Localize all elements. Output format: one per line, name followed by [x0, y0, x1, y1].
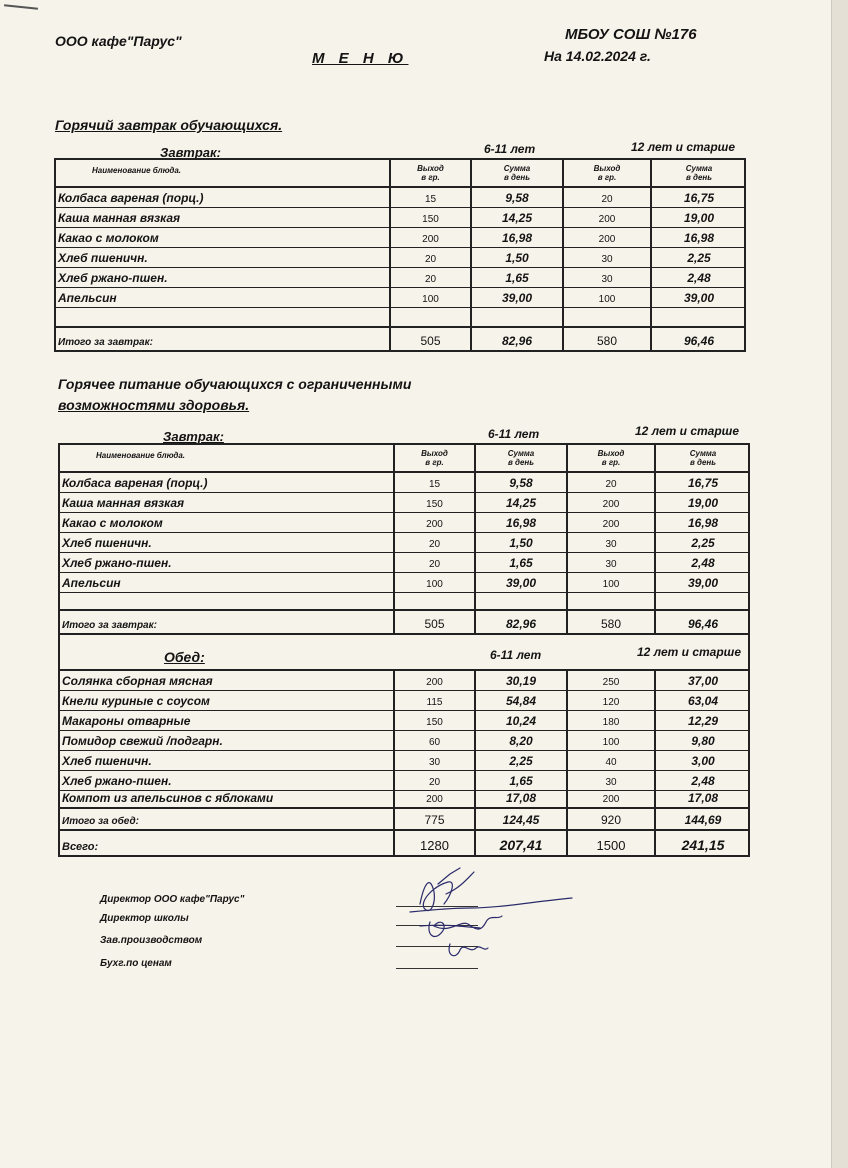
price-young: 1,65: [474, 771, 566, 790]
table-row: [60, 553, 748, 573]
table-row: [60, 791, 748, 809]
price-older: 3,00: [654, 751, 750, 770]
price-young: 1,50: [474, 533, 566, 552]
page-edge: [831, 0, 848, 1168]
total-row: [56, 328, 744, 350]
price-older: 2,48: [650, 268, 746, 287]
total-portion-older: 580: [566, 611, 654, 633]
portion-older: 180: [566, 711, 654, 730]
table-header-row: [60, 445, 748, 473]
price-older: 9,80: [654, 731, 750, 750]
col-header-sum: Сумма в день: [470, 160, 562, 186]
price-young: 30,19: [474, 671, 566, 690]
table-row: [60, 711, 748, 731]
price-young: 39,00: [474, 573, 566, 592]
col-header-portion: Выход в гр.: [566, 445, 654, 471]
portion-older: 100: [566, 573, 654, 592]
price-young: 10,24: [474, 711, 566, 730]
price-young: 17,08: [474, 791, 566, 807]
price-young: 8,20: [474, 731, 566, 750]
total-portion-young: 775: [393, 809, 474, 829]
price-young: 9,58: [470, 188, 562, 207]
col-header-portion: Выход в гр.: [562, 160, 650, 186]
price-young: 2,25: [474, 751, 566, 770]
age-group-young: 6-11 лет: [484, 142, 536, 156]
dish-name: Хлеб ржано-пшен.: [62, 774, 172, 788]
table-row: [60, 751, 748, 771]
col-header-sum: Сумма в день: [654, 445, 750, 471]
portion-older: 30: [562, 268, 650, 287]
price-young: 54,84: [474, 691, 566, 710]
dish-name: Хлеб ржано-пшен.: [58, 271, 168, 285]
portion-young: 20: [393, 553, 474, 572]
grand-total-price-young: 207,41: [474, 831, 566, 855]
portion-older: 20: [566, 473, 654, 492]
dish-name: Колбаса вареная (порц.): [58, 191, 204, 205]
total-label: Итого за обед:: [62, 816, 139, 827]
col-header-sum: Сумма в день: [650, 160, 746, 186]
portion-older: 100: [562, 288, 650, 307]
breakfast-table: [54, 158, 746, 352]
portion-young: 15: [389, 188, 470, 207]
portion-older: 200: [566, 493, 654, 512]
table-row: [60, 493, 748, 513]
company-name: ООО кафе"Парус": [55, 33, 182, 49]
grand-total-row: [60, 831, 748, 855]
table-row: [56, 288, 744, 308]
price-older: 39,00: [650, 288, 746, 307]
price-young: 1,65: [474, 553, 566, 572]
table-row: [60, 513, 748, 533]
price-young: 14,25: [474, 493, 566, 512]
col-header-sum: Сумма в день: [474, 445, 566, 471]
meal-label-lunch: Обед:: [164, 649, 205, 665]
price-older: 2,25: [650, 248, 746, 267]
portion-young: 150: [393, 711, 474, 730]
price-older: 37,00: [654, 671, 750, 690]
school-name: МБОУ СОШ №176: [565, 26, 697, 43]
grand-total-label: Всего:: [62, 841, 99, 853]
grand-total-price-older: 241,15: [654, 831, 750, 855]
age-group-older: 12 лет и старше: [637, 645, 742, 659]
portion-young: 15: [393, 473, 474, 492]
price-young: 16,98: [470, 228, 562, 247]
total-price-older: 96,46: [650, 328, 746, 350]
portion-older: 120: [566, 691, 654, 710]
table-row: [60, 771, 748, 791]
price-older: 16,75: [654, 473, 750, 492]
portion-older: 250: [566, 671, 654, 690]
age-group-older: 12 лет и старше: [631, 140, 736, 154]
dish-name: Хлеб пшеничн.: [58, 251, 148, 265]
price-older: 2,48: [654, 771, 750, 790]
total-price-older: 96,46: [654, 611, 750, 633]
table-row: [60, 671, 748, 691]
portion-young: 20: [389, 248, 470, 267]
meal-label: Завтрак:: [163, 429, 224, 444]
portion-older: 200: [566, 513, 654, 532]
total-portion-older: 580: [562, 328, 650, 350]
grand-total-portion-older: 1500: [566, 831, 654, 855]
table-row: [60, 573, 748, 593]
signature-label-school-director: Директор школы: [100, 913, 189, 924]
total-price-young: 82,96: [470, 328, 562, 350]
meal-label: Завтрак:: [160, 145, 221, 160]
portion-older: 30: [566, 533, 654, 552]
portion-young: 200: [389, 228, 470, 247]
portion-older: 40: [566, 751, 654, 770]
portion-young: 100: [393, 573, 474, 592]
table-row: [60, 533, 748, 553]
price-older: 16,98: [650, 228, 746, 247]
section-title-special-needs: Горячее питание обучающихся с ограниченными возможностями здоровья.: [58, 376, 412, 413]
table-row: [60, 691, 748, 711]
total-portion-young: 505: [389, 328, 470, 350]
dish-name: Каша манная вязкая: [58, 211, 181, 225]
dish-name: Кнели куриные с соусом: [62, 694, 210, 708]
portion-older: 30: [562, 248, 650, 267]
age-group-older: 12 лет и старше: [635, 424, 740, 438]
section-title-breakfast: Горячий завтрак обучающихся.: [55, 117, 283, 133]
dish-name: Хлеб пшеничн.: [62, 536, 152, 550]
table-row: [56, 268, 744, 288]
portion-older: 30: [566, 553, 654, 572]
handwritten-signatures: [390, 864, 580, 974]
portion-young: 200: [393, 513, 474, 532]
price-young: 39,00: [470, 288, 562, 307]
portion-young: 200: [393, 791, 474, 807]
portion-young: 200: [393, 671, 474, 690]
table-row: [60, 473, 748, 493]
price-older: 19,00: [654, 493, 750, 512]
lunch-total-row: [60, 809, 748, 831]
total-label: Итого за завтрак:: [62, 620, 158, 631]
col-header-portion: Выход в гр.: [393, 445, 474, 471]
dish-name: Какао с молоком: [62, 516, 163, 530]
price-older: 17,08: [654, 791, 750, 807]
dish-name: Макароны отварные: [62, 714, 191, 728]
portion-young: 30: [393, 751, 474, 770]
grand-total-portion-young: 1280: [393, 831, 474, 855]
table-row: [56, 208, 744, 228]
signature-label-accountant: Бухг.по ценам: [100, 958, 172, 969]
total-label: Итого за завтрак:: [58, 337, 154, 348]
portion-young: 115: [393, 691, 474, 710]
dish-name: Помидор свежий /подгарн.: [62, 734, 223, 748]
price-older: 2,25: [654, 533, 750, 552]
portion-older: 30: [566, 771, 654, 790]
dish-name: Солянка сборная мясная: [62, 674, 213, 688]
portion-older: 200: [562, 228, 650, 247]
table-row: [56, 188, 744, 208]
empty-row: [60, 593, 748, 611]
dish-name: Хлеб ржано-пшен.: [62, 556, 172, 570]
portion-young: 150: [389, 208, 470, 227]
price-older: 12,29: [654, 711, 750, 730]
price-young: 14,25: [470, 208, 562, 227]
col-header-dish: Наименование блюда.: [96, 451, 186, 460]
table-header-row: [56, 160, 744, 188]
dish-name: Апельсин: [58, 291, 117, 305]
portion-older: 200: [566, 791, 654, 807]
signature-label-cafe-director: Директор ООО кафе"Парус": [100, 894, 245, 905]
empty-row: [56, 308, 744, 328]
total-row: [60, 611, 748, 635]
table-row: [56, 228, 744, 248]
price-young: 1,65: [470, 268, 562, 287]
total-price-young: 124,45: [474, 809, 566, 829]
portion-young: 20: [393, 771, 474, 790]
price-older: 39,00: [654, 573, 750, 592]
dish-name: Апельсин: [62, 576, 121, 590]
scan-mark: [4, 4, 38, 10]
price-older: 63,04: [654, 691, 750, 710]
price-young: 9,58: [474, 473, 566, 492]
age-group-young: 6-11 лет: [490, 648, 542, 662]
total-portion-young: 505: [393, 611, 474, 633]
page-title: М Е Н Ю: [312, 50, 409, 67]
dish-name: Колбаса вареная (порц.): [62, 476, 208, 490]
dish-name: Каша манная вязкая: [62, 496, 185, 510]
portion-young: 20: [393, 533, 474, 552]
signature-label-production-manager: Зав.производством: [100, 935, 203, 946]
dish-name: Хлеб пшеничн.: [62, 754, 152, 768]
portion-older: 20: [562, 188, 650, 207]
total-price-young: 82,96: [474, 611, 566, 633]
price-older: 16,75: [650, 188, 746, 207]
dish-name: Компот из апельсинов с яблоками: [62, 791, 274, 805]
portion-young: 60: [393, 731, 474, 750]
price-young: 1,50: [470, 248, 562, 267]
age-group-young: 6-11 лет: [488, 427, 540, 441]
price-older: 16,98: [654, 513, 750, 532]
price-older: 2,48: [654, 553, 750, 572]
menu-date: На 14.02.2024 г.: [544, 48, 651, 64]
portion-older: 100: [566, 731, 654, 750]
price-older: 19,00: [650, 208, 746, 227]
table-row: [60, 731, 748, 751]
portion-young: 150: [393, 493, 474, 512]
total-portion-older: 920: [566, 809, 654, 829]
col-header-portion: Выход в гр.: [389, 160, 470, 186]
table-row: [56, 248, 744, 268]
portion-young: 100: [389, 288, 470, 307]
portion-older: 200: [562, 208, 650, 227]
portion-young: 20: [389, 268, 470, 287]
col-header-dish: Наименование блюда.: [92, 166, 182, 175]
total-price-older: 144,69: [654, 809, 750, 829]
dish-name: Какао с молоком: [58, 231, 159, 245]
price-young: 16,98: [474, 513, 566, 532]
